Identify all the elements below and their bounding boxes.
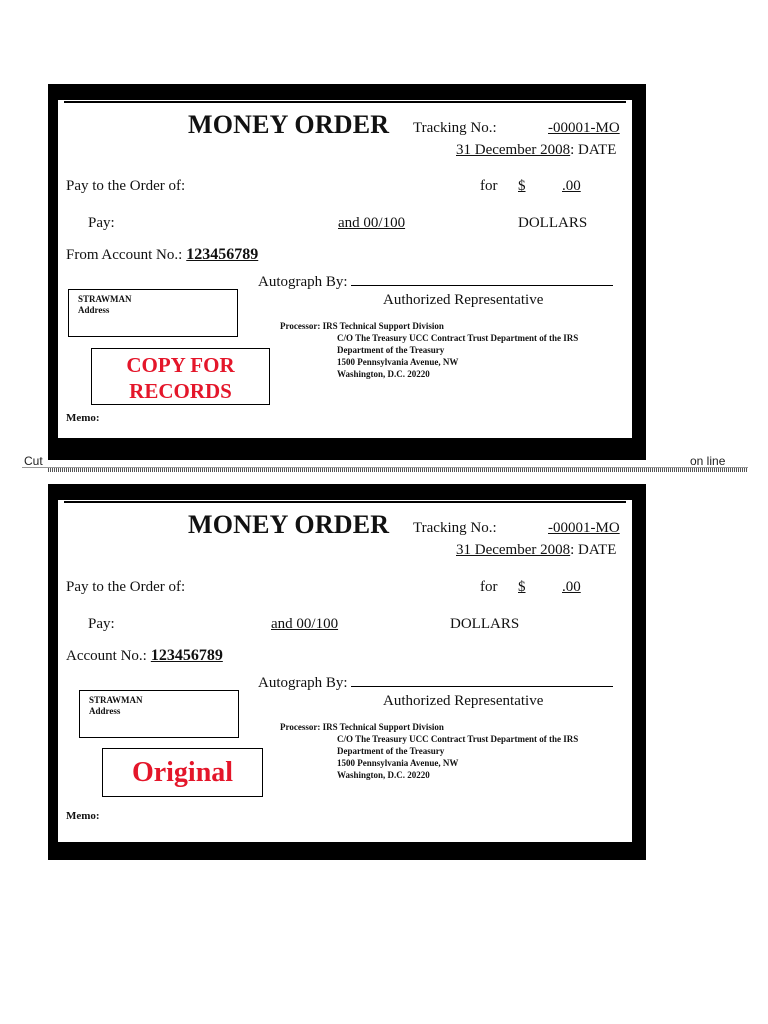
processor-address-line: Department of the Treasury — [337, 746, 445, 756]
tracking-number: -00001-MO — [548, 120, 620, 136]
date-value: 31 December 2008 — [456, 542, 571, 558]
account-label: From Account No.: — [66, 247, 183, 263]
date-label: : DATE — [570, 142, 617, 158]
processor-line: Processor: IRS Technical Support Division — [280, 321, 444, 331]
cents-value: .00 — [562, 178, 581, 194]
processor-address-line: C/O The Treasury UCC Contract Trust Department of the IRS — [337, 734, 579, 744]
address-line: Address — [89, 706, 121, 716]
stamp-line: COPY FOR — [126, 353, 235, 377]
address-name: STRAWMAN — [89, 695, 143, 705]
processor-address-line: 1500 Pennsylvania Avenue, NW — [337, 758, 459, 768]
cut-line — [0, 454, 768, 476]
cents-value: .00 — [562, 579, 581, 595]
money-order-copy — [48, 84, 646, 460]
on-line-label: on line — [690, 454, 726, 468]
original-stamp: Original — [102, 748, 263, 797]
dollars-label: DOLLARS — [450, 616, 520, 632]
tracking-label: Tracking No.: — [413, 520, 497, 536]
pay-to-label: Pay to the Order of: — [66, 579, 186, 595]
for-label: for — [480, 579, 498, 595]
copy-for-records-stamp — [91, 348, 270, 405]
authorized-representative: Authorized Representative — [383, 292, 544, 308]
pay-label: Pay: — [88, 616, 115, 632]
memo-label: Memo: — [66, 412, 100, 424]
processor-address-line: Washington, D.C. 20220 — [337, 770, 430, 780]
money-order-original — [48, 484, 646, 860]
account-label: Account No.: — [66, 648, 147, 664]
stamp-line: RECORDS — [129, 379, 232, 403]
dollar-sign: $ — [518, 178, 526, 194]
money-order-title: MONEY ORDER — [188, 510, 390, 539]
address-box — [79, 690, 239, 738]
processor-address-line: C/O The Treasury UCC Contract Trust Department of the IRS — [337, 333, 579, 343]
tracking-label: Tracking No.: — [413, 120, 497, 136]
address-name: STRAWMAN — [78, 294, 132, 304]
top-rule — [64, 501, 626, 503]
tracking-number: -00001-MO — [548, 520, 620, 536]
autograph-label: Autograph By: — [258, 675, 348, 691]
processor-address-line: 1500 Pennsylvania Avenue, NW — [337, 357, 459, 367]
pay-label: Pay: — [88, 215, 115, 231]
and-cents-label: and 00/100 — [338, 215, 406, 231]
signature-line — [351, 273, 613, 286]
money-order-copy-body — [58, 100, 632, 438]
address-line: Address — [78, 305, 110, 315]
signature-line — [351, 674, 613, 687]
account-number: 123456789 — [150, 647, 223, 664]
account-number: 123456789 — [186, 246, 259, 263]
processor-address-line: Department of the Treasury — [337, 345, 445, 355]
top-rule — [64, 101, 626, 103]
memo-label: Memo: — [66, 810, 100, 822]
date-value: 31 December 2008 — [456, 142, 571, 158]
dollar-sign: $ — [518, 579, 526, 595]
autograph-label: Autograph By: — [258, 274, 348, 290]
address-box — [68, 289, 238, 337]
processor-address-line: Washington, D.C. 20220 — [337, 369, 430, 379]
money-order-original-body — [58, 500, 632, 842]
and-cents-label: and 00/100 — [271, 616, 339, 632]
money-order-title: MONEY ORDER — [188, 110, 390, 139]
processor-line: Processor: IRS Technical Support Division — [280, 722, 444, 732]
cut-dashes — [48, 468, 748, 472]
dollars-label: DOLLARS — [518, 215, 588, 231]
date-label: : DATE — [570, 542, 617, 558]
pay-to-label: Pay to the Order of: — [66, 178, 186, 194]
cut-label: Cut — [24, 454, 43, 468]
for-label: for — [480, 178, 498, 194]
authorized-representative: Authorized Representative — [383, 693, 544, 709]
